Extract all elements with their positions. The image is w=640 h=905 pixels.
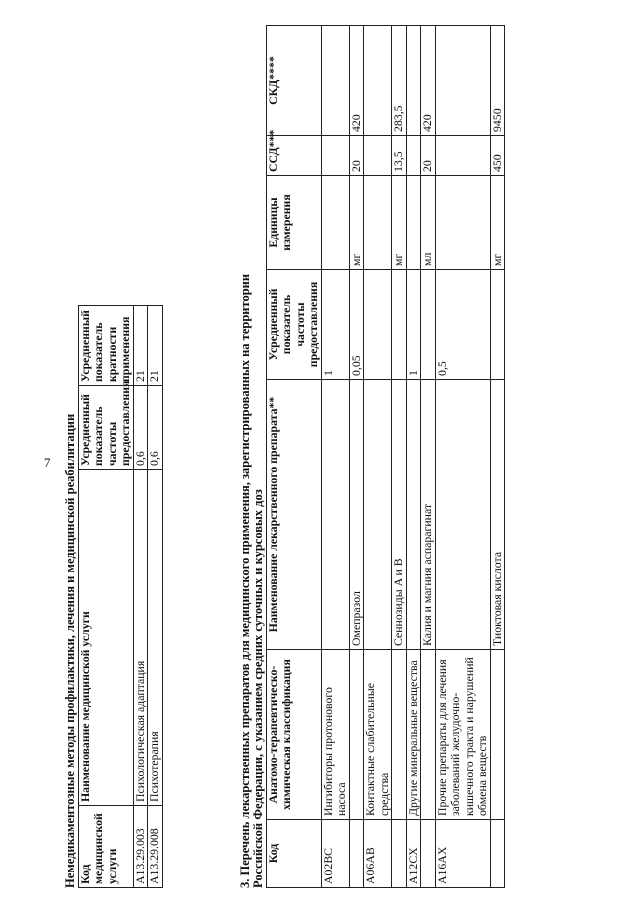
header-drug-name: Наименование лекарственного препарата**: [266, 380, 321, 650]
table-header-row: [78, 306, 133, 888]
drug-skd: 420: [349, 26, 364, 136]
table-row-drug: [349, 26, 364, 888]
table-row-group: [364, 26, 392, 888]
group-frequency: 1: [321, 270, 349, 380]
drug-skd: 9450: [490, 26, 505, 136]
service-code: A13.29.008: [148, 806, 163, 888]
multiplicity-value: 21: [148, 306, 163, 386]
header-multiplicity: Усредненный показатель кратности применения: [78, 306, 133, 386]
group-frequency: 0,5: [435, 270, 490, 380]
table-row-group: [406, 26, 421, 888]
drug-unit: мг: [490, 176, 505, 270]
drug-ssd: 13,5: [392, 136, 407, 176]
drug-frequency: [421, 270, 436, 380]
section-nonmedication-heading: Немедикаментозные методы профилактики, лечения и медицинской реабилитации: [63, 413, 77, 888]
table-row-drug: [421, 26, 436, 888]
section-drugs-heading-line2: Российской Федерации, с указанием средних суточных и курсовых доз: [251, 489, 265, 888]
header-unit: Единицы измерения: [266, 176, 321, 270]
atc-code: A02BC: [321, 820, 349, 888]
drug-name: Сеннозиды A и B: [392, 380, 407, 650]
drug-name: Калия и магния аспарагинат: [421, 380, 436, 650]
group-frequency: 1: [406, 270, 421, 380]
header-service-code: Код медицинской услуги: [78, 806, 133, 888]
rotated-page-content: [64, 26, 620, 888]
header-code: Код: [266, 820, 321, 888]
header-ssd: ССД***: [266, 136, 321, 176]
nonmedication-table: [78, 305, 163, 888]
drug-frequency: 0,05: [349, 270, 364, 380]
table-row-drug: [392, 26, 407, 888]
drug-skd: 283,5: [392, 26, 407, 136]
drug-ssd: 20: [421, 136, 436, 176]
page-number: 7: [44, 455, 51, 470]
header-service-name: Наименование медицинской услуги: [78, 470, 133, 806]
header-frequency: Усредненный показатель частоты предоставления: [78, 386, 133, 470]
header-atc: Анатомо-терапевтическо-химическая классификация: [266, 650, 321, 820]
atc-class: Контактные слабительные средства: [364, 650, 392, 820]
header-frequency: Усредненный показатель частоты предоставления: [266, 270, 321, 380]
atc-class: Другие минеральные вещества: [406, 650, 421, 820]
table-row-drug: [490, 26, 505, 888]
atc-code: A06AB: [364, 820, 392, 888]
drug-frequency: [490, 270, 505, 380]
atc-code: A16AX: [435, 820, 490, 888]
drug-unit: мг: [349, 176, 364, 270]
drugs-table: [266, 25, 506, 888]
drug-unit: мл: [421, 176, 436, 270]
section-drugs-heading-line1: 3. Перечень лекарственных препаратов для медицинского применения, зарегистрированных на территории: [237, 273, 252, 888]
drug-skd: 420: [421, 26, 436, 136]
atc-class: Прочие препараты для лечения заболеваний желудочно-кишечного тракта и нарушений обмена веществ: [435, 650, 490, 820]
group-frequency: [364, 270, 392, 380]
frequency-value: 0,6: [133, 386, 148, 470]
service-name: Психологическая адаптация: [133, 470, 148, 806]
drug-ssd: 450: [490, 136, 505, 176]
section-drugs-heading: [239, 26, 266, 888]
drug-ssd: 20: [349, 136, 364, 176]
service-code: A13.29.003: [133, 806, 148, 888]
drug-name: Омепразол: [349, 380, 364, 650]
table-row-group: [435, 26, 490, 888]
frequency-value: 0,6: [148, 386, 163, 470]
multiplicity-value: 21: [133, 306, 148, 386]
header-skd: СКД****: [266, 26, 321, 136]
drug-name: Тиоктовая кислота: [490, 380, 505, 650]
service-name: Психотерапия: [148, 470, 163, 806]
table-row: [133, 306, 148, 888]
drug-unit: мг: [392, 176, 407, 270]
table-row: [148, 306, 163, 888]
table-header-row: [266, 26, 321, 888]
table-row-group: [321, 26, 349, 888]
drug-frequency: [392, 270, 407, 380]
atc-class: Ингибиторы протонового насоса: [321, 650, 349, 820]
atc-code: A12CX: [406, 820, 421, 888]
